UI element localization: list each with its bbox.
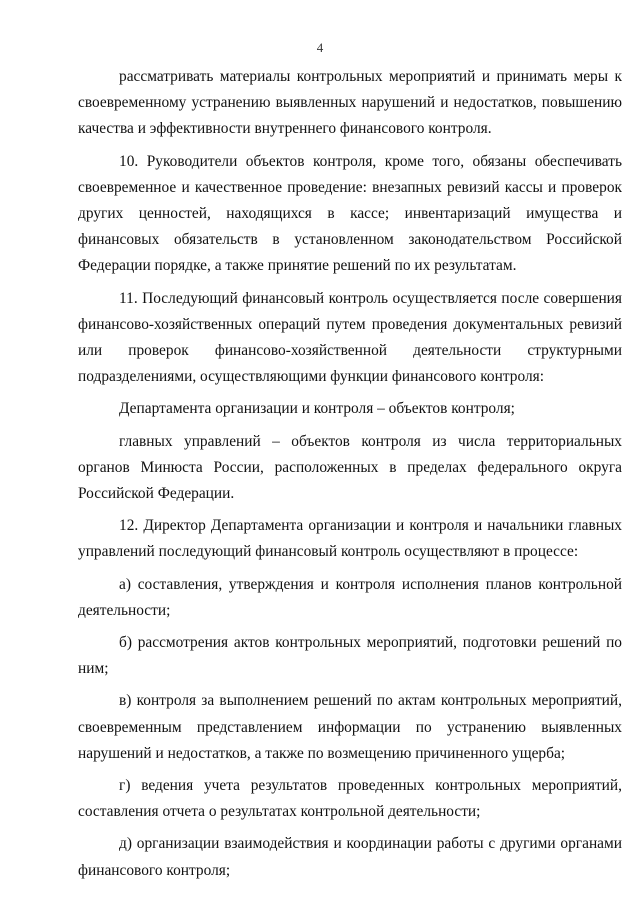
paragraph-12-item-d: д) организации взаимодействия и координации работы с другими органами финансового контроля;: [78, 835, 622, 879]
paragraph-continuation: рассматривать материалы контрольных мероприятий и принимать меры к своевременному устранению выявленных нарушений и недостатков, повышению качества и эффективности внутреннего финансового контроля.: [78, 68, 622, 138]
paragraph-12-item-a: а) составления, утверждения и контроля исполнения планов контрольной деятельности;: [78, 575, 622, 619]
paragraph-12-item-g: г) ведения учета результатов проведенных контрольных мероприятий, составления отчета о результатах контрольной деятельности;: [78, 777, 622, 821]
paragraph-12: 12. Директор Департамента организации и контроля и начальники главных управлений последующий финансовый контроль осуществляют в процессе:: [78, 517, 622, 561]
paragraph-11: 11. Последующий финансовый контроль осуществляется после совершения финансово-хозяйственных операций путем проведения документальных ревизий или проверок финансово-хозяйственной деятельности структурными подразделениями, осуществляющими функции финансового контроля:: [78, 289, 622, 386]
paragraph-12-item-b: б) рассмотрения актов контрольных мероприятий, подготовки решений по ним;: [78, 634, 622, 678]
page-number: 4: [316, 40, 324, 55]
paragraph-11-item-main-directorates: главных управлений – объектов контроля из числа территориальных органов Минюста России, расположенных в пределах федерального округа Российской Федерации.: [78, 432, 622, 503]
document-body: [78, 64, 622, 890]
paragraph-10: 10. Руководители объектов контроля, кроме того, обязаны обеспечивать своевременное и качественное проведение: внезапных ревизий кассы и проверок других ценностей, находящихся в кассе; инвентаризаций имущества и финансовых обязательств в установленном законодательством Российской Федерации порядке, а также принятие решений по их результатам.: [78, 152, 622, 275]
paragraph-12-item-v: в) контроля за выполнением решений по актам контрольных мероприятий, своевременным представлением информации по устранению выявленных нарушений и недостатков, а также по возмещению причиненного ущерба;: [78, 692, 622, 762]
paragraph-11-item-department: Департамента организации и контроля – объектов контроля;: [119, 400, 515, 418]
